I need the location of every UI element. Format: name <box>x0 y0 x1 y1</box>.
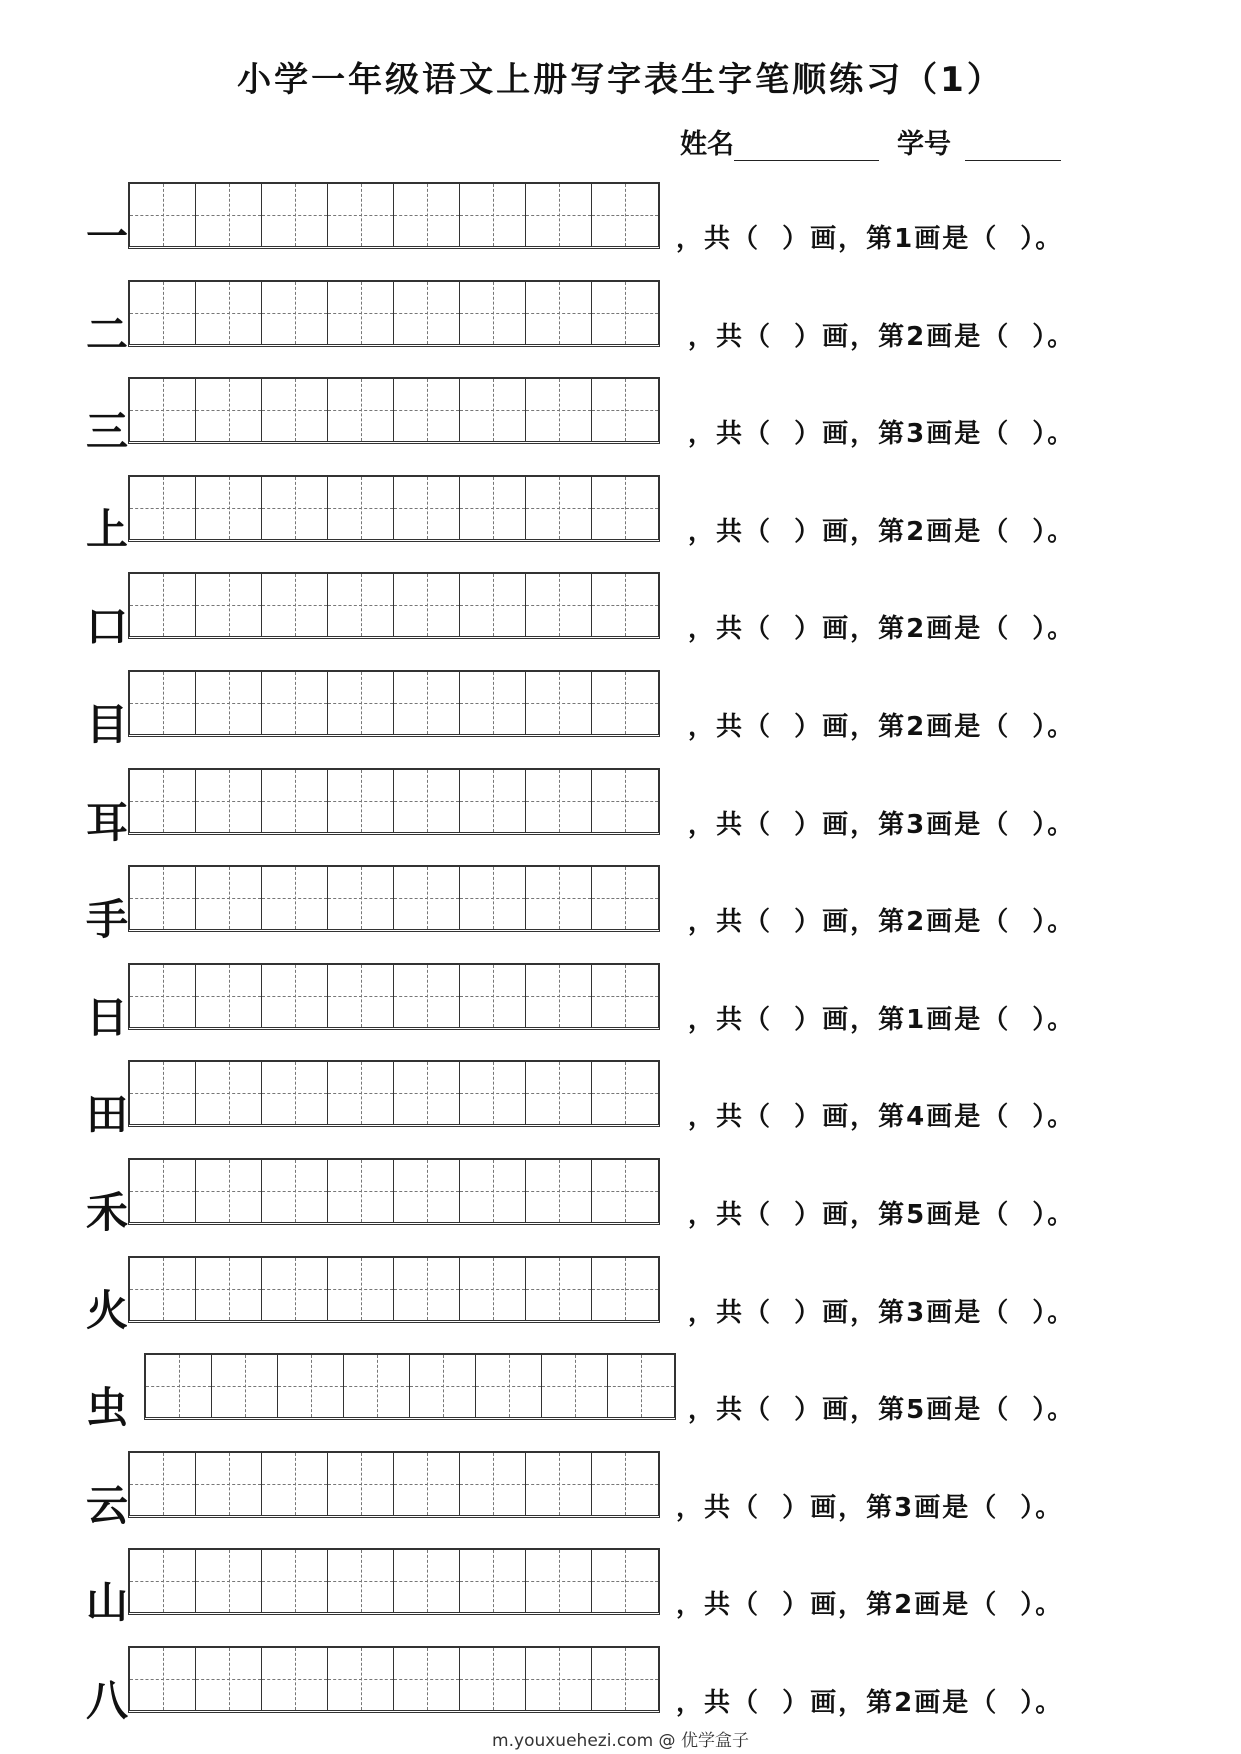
writing-cell[interactable] <box>196 1648 262 1710</box>
stroke-number: 2 <box>906 321 927 352</box>
writing-cell[interactable] <box>526 1648 592 1710</box>
writing-cell[interactable] <box>328 770 394 832</box>
writing-cell[interactable] <box>592 379 658 441</box>
practice-row <box>0 1449 1241 1547</box>
writing-cell[interactable] <box>460 1160 526 1222</box>
writing-cell[interactable] <box>328 1062 394 1124</box>
practice-rows <box>0 180 1241 1742</box>
stroke-question <box>688 316 1075 353</box>
stroke-question <box>676 1682 1063 1719</box>
writing-cell[interactable] <box>608 1355 674 1417</box>
writing-cell[interactable] <box>592 1258 658 1320</box>
stroke-grid <box>128 963 660 1030</box>
writing-cell[interactable] <box>328 1648 394 1710</box>
stroke-number: 5 <box>906 1199 927 1230</box>
stroke-grid <box>128 865 660 932</box>
writing-cell[interactable] <box>592 672 658 734</box>
writing-cell[interactable] <box>196 867 262 929</box>
writing-cell[interactable] <box>394 1648 460 1710</box>
practice-row <box>0 278 1241 376</box>
stroke-grid <box>128 182 660 249</box>
question-prefix: ，共（ ）画，第 <box>688 711 907 742</box>
question-prefix: ，共（ ）画，第 <box>688 419 907 450</box>
writing-cell[interactable] <box>526 574 592 636</box>
writing-cell[interactable] <box>460 379 526 441</box>
stroke-question <box>688 1389 1075 1426</box>
question-prefix: ，共（ ）画，第 <box>676 1590 895 1621</box>
practice-character: 山 <box>85 1578 128 1628</box>
writing-cell[interactable] <box>394 477 460 539</box>
stroke-question <box>676 1487 1063 1524</box>
writing-cell[interactable] <box>130 770 196 832</box>
writing-cell[interactable] <box>460 1550 526 1612</box>
stroke-number: 2 <box>906 516 927 547</box>
writing-cell[interactable] <box>592 770 658 832</box>
writing-cell[interactable] <box>130 379 196 441</box>
stroke-number: 2 <box>906 614 927 645</box>
writing-cell[interactable] <box>460 184 526 246</box>
writing-cell[interactable] <box>526 282 592 344</box>
practice-character: 云 <box>85 1480 128 1530</box>
question-suffix: 画是（ ）。 <box>926 1199 1076 1230</box>
writing-cell[interactable] <box>130 867 196 929</box>
writing-cell[interactable] <box>130 1453 196 1515</box>
stroke-number: 3 <box>906 1297 927 1328</box>
writing-cell[interactable] <box>460 1648 526 1710</box>
practice-row <box>0 668 1241 766</box>
question-prefix: ，共（ ）画，第 <box>688 1004 907 1035</box>
question-suffix: 画是（ ）。 <box>926 1004 1076 1035</box>
question-prefix: ，共（ ）画，第 <box>688 1297 907 1328</box>
practice-row <box>0 570 1241 668</box>
writing-cell[interactable] <box>460 672 526 734</box>
writing-cell[interactable] <box>130 574 196 636</box>
question-suffix: 画是（ ）。 <box>926 321 1076 352</box>
page-title: 小学一年级语文上册写字表生字笔顺练习（1） <box>237 60 1004 100</box>
writing-cell[interactable] <box>394 867 460 929</box>
stroke-number: 3 <box>894 1492 915 1523</box>
writing-cell[interactable] <box>328 574 394 636</box>
writing-cell[interactable] <box>460 477 526 539</box>
question-suffix: 画是（ ）。 <box>926 809 1076 840</box>
writing-cell[interactable] <box>592 1550 658 1612</box>
question-prefix: ，共（ ）画，第 <box>688 516 907 547</box>
stroke-number: 2 <box>894 1590 915 1621</box>
writing-cell[interactable] <box>394 574 460 636</box>
writing-cell[interactable] <box>262 282 328 344</box>
writing-cell[interactable] <box>130 1258 196 1320</box>
writing-cell[interactable] <box>526 1453 592 1515</box>
writing-cell[interactable] <box>328 1453 394 1515</box>
stroke-number: 3 <box>906 809 927 840</box>
writing-cell[interactable] <box>592 1160 658 1222</box>
writing-cell[interactable] <box>262 867 328 929</box>
stroke-number: 2 <box>906 907 927 938</box>
writing-cell[interactable] <box>394 1258 460 1320</box>
writing-cell[interactable] <box>130 1062 196 1124</box>
writing-cell[interactable] <box>328 282 394 344</box>
question-prefix: ，共（ ）画，第 <box>676 224 895 254</box>
stroke-grid <box>128 670 660 737</box>
writing-cell[interactable] <box>328 867 394 929</box>
stroke-grid <box>128 1256 660 1323</box>
writing-cell[interactable] <box>196 379 262 441</box>
writing-cell[interactable] <box>328 965 394 1027</box>
writing-cell[interactable] <box>394 282 460 344</box>
question-prefix: ，共（ ）画，第 <box>688 614 907 645</box>
stroke-grid <box>128 280 660 347</box>
practice-character: 八 <box>85 1675 128 1725</box>
stroke-question <box>688 511 1075 548</box>
question-suffix: 画是（ ）。 <box>914 1590 1064 1621</box>
writing-cell[interactable] <box>262 477 328 539</box>
name-field[interactable] <box>734 134 879 161</box>
stroke-number: 5 <box>906 1395 927 1426</box>
writing-cell[interactable] <box>476 1355 542 1417</box>
writing-cell[interactable] <box>526 770 592 832</box>
writing-cell[interactable] <box>394 1160 460 1222</box>
stroke-number: 2 <box>906 711 927 742</box>
question-prefix: ，共（ ）画，第 <box>688 321 907 352</box>
writing-cell[interactable] <box>394 770 460 832</box>
question-prefix: ，共（ ）画，第 <box>688 809 907 840</box>
writing-cell[interactable] <box>328 379 394 441</box>
practice-character: 禾 <box>85 1187 128 1237</box>
writing-cell[interactable] <box>526 1258 592 1320</box>
writing-cell[interactable] <box>460 1062 526 1124</box>
stroke-grid <box>128 1158 660 1225</box>
stroke-question <box>688 413 1075 450</box>
stroke-number: 4 <box>906 1102 927 1133</box>
practice-character: 二 <box>85 309 128 359</box>
stroke-grid <box>128 1060 660 1127</box>
student-id-field[interactable] <box>965 134 1061 161</box>
writing-cell[interactable] <box>262 379 328 441</box>
writing-cell[interactable] <box>196 184 262 246</box>
writing-cell[interactable] <box>146 1355 212 1417</box>
stroke-question <box>688 999 1075 1036</box>
stroke-grid <box>128 377 660 444</box>
practice-row <box>0 961 1241 1059</box>
writing-cell[interactable] <box>592 574 658 636</box>
writing-cell[interactable] <box>526 1550 592 1612</box>
writing-cell[interactable] <box>212 1355 278 1417</box>
writing-cell[interactable] <box>394 1453 460 1515</box>
question-suffix: 画是（ ）。 <box>926 711 1076 742</box>
writing-cell[interactable] <box>526 184 592 246</box>
writing-cell[interactable] <box>262 184 328 246</box>
practice-row <box>0 1156 1241 1254</box>
practice-row <box>0 180 1241 278</box>
practice-row <box>0 375 1241 473</box>
writing-cell[interactable] <box>328 672 394 734</box>
writing-cell[interactable] <box>196 1453 262 1515</box>
question-suffix: 画是（ ）。 <box>926 1395 1076 1426</box>
practice-row <box>0 1351 1241 1449</box>
writing-cell[interactable] <box>394 1550 460 1612</box>
question-suffix: 画是（ ）。 <box>926 614 1076 645</box>
writing-cell[interactable] <box>196 965 262 1027</box>
writing-cell[interactable] <box>130 184 196 246</box>
student-id-label: 学号 <box>897 129 951 160</box>
writing-cell[interactable] <box>328 1550 394 1612</box>
writing-cell[interactable] <box>130 1550 196 1612</box>
writing-cell[interactable] <box>130 965 196 1027</box>
stroke-question <box>676 1584 1063 1621</box>
writing-cell[interactable] <box>592 867 658 929</box>
writing-cell[interactable] <box>328 1258 394 1320</box>
question-suffix: 画是（ ）。 <box>914 1492 1064 1523</box>
stroke-grid <box>128 768 660 835</box>
stroke-number: 2 <box>894 1687 915 1718</box>
writing-cell[interactable] <box>592 1648 658 1710</box>
question-prefix: ，共（ ）画，第 <box>688 1199 907 1230</box>
writing-cell[interactable] <box>130 672 196 734</box>
practice-character: 目 <box>85 699 128 749</box>
writing-cell[interactable] <box>526 477 592 539</box>
practice-character: 火 <box>85 1285 128 1335</box>
writing-cell[interactable] <box>196 672 262 734</box>
writing-cell[interactable] <box>394 184 460 246</box>
writing-cell[interactable] <box>526 1062 592 1124</box>
writing-cell[interactable] <box>526 672 592 734</box>
stroke-question <box>688 706 1075 743</box>
stroke-number: 1 <box>894 224 915 254</box>
writing-cell[interactable] <box>196 1258 262 1320</box>
writing-cell[interactable] <box>262 672 328 734</box>
writing-cell[interactable] <box>196 282 262 344</box>
writing-cell[interactable] <box>526 965 592 1027</box>
writing-cell[interactable] <box>196 1550 262 1612</box>
writing-cell[interactable] <box>262 1550 328 1612</box>
writing-cell[interactable] <box>130 282 196 344</box>
writing-cell[interactable] <box>328 1160 394 1222</box>
practice-character: 日 <box>85 992 128 1042</box>
stroke-grid <box>128 475 660 542</box>
practice-row <box>0 863 1241 961</box>
writing-cell[interactable] <box>592 477 658 539</box>
stroke-grid <box>144 1353 676 1420</box>
stroke-grid <box>128 572 660 639</box>
practice-row <box>0 766 1241 864</box>
question-prefix: ，共（ ）画，第 <box>676 1687 895 1718</box>
writing-cell[interactable] <box>460 770 526 832</box>
question-suffix: 画是（ ）。 <box>926 1102 1076 1133</box>
writing-cell[interactable] <box>460 574 526 636</box>
practice-row <box>0 1546 1241 1644</box>
practice-character: 手 <box>85 895 128 945</box>
practice-character: 田 <box>85 1090 128 1140</box>
writing-cell[interactable] <box>278 1355 344 1417</box>
stroke-grid <box>128 1548 660 1615</box>
question-suffix: 画是（ ）。 <box>914 224 1064 254</box>
writing-cell[interactable] <box>130 1160 196 1222</box>
writing-cell[interactable] <box>344 1355 410 1417</box>
question-suffix: 画是（ ）。 <box>914 1687 1064 1718</box>
writing-cell[interactable] <box>262 770 328 832</box>
writing-cell[interactable] <box>592 1062 658 1124</box>
stroke-question <box>688 901 1075 938</box>
question-prefix: ，共（ ）画，第 <box>688 1102 907 1133</box>
writing-cell[interactable] <box>526 379 592 441</box>
writing-cell[interactable] <box>394 379 460 441</box>
stroke-question <box>688 1096 1075 1133</box>
writing-cell[interactable] <box>262 1258 328 1320</box>
writing-cell[interactable] <box>460 867 526 929</box>
writing-cell[interactable] <box>130 1648 196 1710</box>
writing-cell[interactable] <box>196 1062 262 1124</box>
writing-cell[interactable] <box>262 1453 328 1515</box>
practice-character: 一 <box>85 212 128 261</box>
practice-character: 上 <box>85 504 128 554</box>
writing-cell[interactable] <box>196 574 262 636</box>
question-prefix: ，共（ ）画，第 <box>688 1395 907 1426</box>
writing-cell[interactable] <box>196 477 262 539</box>
writing-cell[interactable] <box>592 282 658 344</box>
writing-cell[interactable] <box>592 184 658 246</box>
question-prefix: ，共（ ）画，第 <box>688 907 907 938</box>
writing-cell[interactable] <box>542 1355 608 1417</box>
writing-cell[interactable] <box>460 282 526 344</box>
practice-character: 虫 <box>85 1383 128 1433</box>
writing-cell[interactable] <box>526 1160 592 1222</box>
stroke-grid <box>128 1451 660 1518</box>
stroke-question <box>688 1194 1075 1231</box>
writing-cell[interactable] <box>410 1355 476 1417</box>
stroke-question <box>688 1292 1075 1329</box>
practice-row <box>0 1254 1241 1352</box>
practice-character: 口 <box>85 602 128 652</box>
footer-watermark: m.youxuehezi.com @ 优学盒子 <box>492 1731 749 1751</box>
writing-cell[interactable] <box>460 1453 526 1515</box>
writing-cell[interactable] <box>328 184 394 246</box>
writing-cell[interactable] <box>394 672 460 734</box>
writing-cell[interactable] <box>262 1648 328 1710</box>
practice-character: 耳 <box>85 797 128 847</box>
stroke-number: 3 <box>906 419 927 450</box>
writing-cell[interactable] <box>262 1160 328 1222</box>
writing-cell[interactable] <box>130 477 196 539</box>
writing-cell[interactable] <box>328 477 394 539</box>
stroke-number: 1 <box>906 1004 927 1035</box>
name-label: 姓名 <box>680 129 734 160</box>
stroke-question <box>688 804 1075 841</box>
writing-cell[interactable] <box>460 1258 526 1320</box>
writing-cell[interactable] <box>262 574 328 636</box>
writing-cell[interactable] <box>394 965 460 1027</box>
writing-cell[interactable] <box>526 867 592 929</box>
stroke-grid <box>128 1646 660 1713</box>
practice-row <box>0 473 1241 571</box>
writing-cell[interactable] <box>592 1453 658 1515</box>
question-suffix: 画是（ ）。 <box>926 1297 1076 1328</box>
practice-character: 三 <box>85 407 128 457</box>
writing-cell[interactable] <box>262 1062 328 1124</box>
question-suffix: 画是（ ）。 <box>926 419 1076 450</box>
writing-cell[interactable] <box>262 965 328 1027</box>
writing-cell[interactable] <box>196 770 262 832</box>
practice-row <box>0 1058 1241 1156</box>
writing-cell[interactable] <box>394 1062 460 1124</box>
writing-cell[interactable] <box>460 965 526 1027</box>
writing-cell[interactable] <box>592 965 658 1027</box>
writing-cell[interactable] <box>196 1160 262 1222</box>
stroke-question <box>688 608 1075 645</box>
question-suffix: 画是（ ）。 <box>926 907 1076 938</box>
stroke-question <box>676 218 1063 255</box>
question-suffix: 画是（ ）。 <box>926 516 1076 547</box>
question-prefix: ，共（ ）画，第 <box>676 1492 895 1523</box>
student-info <box>680 122 1061 161</box>
